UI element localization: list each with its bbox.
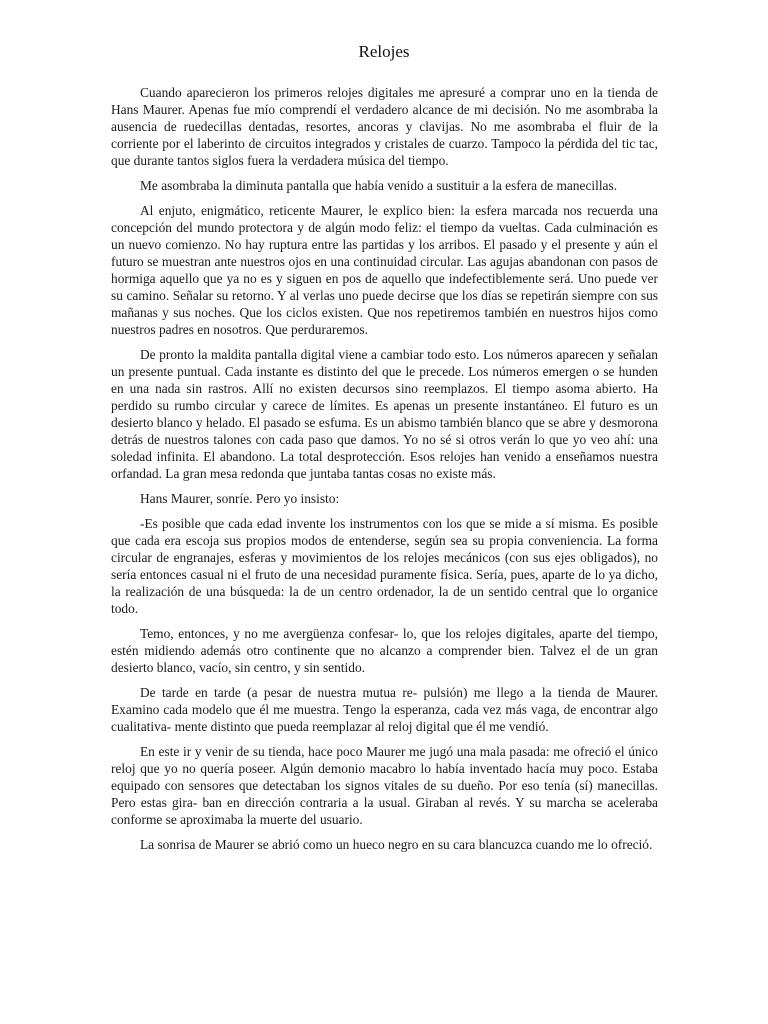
paragraph: Hans Maurer, sonríe. Pero yo insisto: <box>140 491 340 506</box>
paragraph: De tarde en tarde (a pesar de nuestra mutua re- pulsión) me llego a la tienda de Maurer. Examino cada modelo que él me muestra. Tengo la esperanza, cada vez más vaga, de encontrar algo cualitativa- mente distinto que pueda reemplazar al reloj digital que él me vendió. <box>111 685 658 734</box>
paragraph: Al enjuto, enigmático, reticente Maurer, le explico bien: la esfera marcada nos recuerda una concepción del mundo protectora y de algún modo feliz: el tiempo da vueltas. Cada culminación es un nuevo comienzo. No hay ruptura entre las partidas y los arribos. El pasado y el presente y aún el futuro se muestran ante nuestros ojos en una continuidad circular. Las agujas abandonan con pasos de hormiga aquello que ya no es y siguen en pos de aquello que indefectiblemente será. Uno puede ver su camino. Señalar su retorno. Y al verlas uno puede decirse que los días se repetirán siempre con sus mañanas y sus noches. Que los ciclos existen. Que nos repetiremos también en nuestros hijos como nuestros padres en nosotros. Que perduraremos. <box>111 203 658 337</box>
paragraph: -Es posible que cada edad invente los instrumentos con los que se mide a sí misma. Es posible que cada era escoja sus propios modos de entenderse, según sea su propia conveniencia. La forma circular de engranajes, esferas y movimientos de los relojes mecánicos (con sus ejes obligados), no sería entonces casual ni el fruto de una necesidad puramente física. Sería, pues, aparte de lo ya dicho, la realización de una búsqueda: la de un centro ordenador, la de un sentido central que lo organice todo. <box>111 516 658 616</box>
document-title: Relojes <box>358 42 410 61</box>
paragraph: La sonrisa de Maurer se abrió como un hueco negro en su cara blancuzca cuando me lo ofreció. <box>140 837 653 852</box>
paragraph: En este ir y venir de su tienda, hace poco Maurer me jugó una mala pasada: me ofreció el único reloj que yo no quería poseer. Algún demonio macabro lo había inventado hacía muy poco. Estaba equipado con sensores que detectaban los signos vitales de su dueño. Por eso tenía (sí) manecillas. Pero estas gira- ban en dirección contraria a la usual. Giraban al revés. Y su marcha se aceleraba conforme se aproximaba la muerte del usuario. <box>111 744 658 827</box>
document-body <box>111 84 658 861</box>
paragraph: Me asombraba la diminuta pantalla que había venido a sustituir a la esfera de manecillas. <box>140 178 618 193</box>
paragraph: De pronto la maldita pantalla digital viene a cambiar todo esto. Los números aparecen y señalan un presente puntual. Cada instante es distinto del que le precede. Los números emergen o se hunden en una nada sin rastros. Allí no existen decursos sino reemplazos. El tiempo asoma abierto. Ha perdido su rumbo circular y carece de límites. Es apenas un presente instantáneo. El futuro es un desierto blanco y helado. El pasado se esfuma. Es un abismo también blanco que se abre y desmorona detrás de nuestros talones con cada paso que damos. Yo no sé si otros verán lo que yo veo ahí: una soledad infinita. El abandono. La total desprotección. Esos relojes han venido a enseñamos nuestra orfandad. La gran mesa redonda que juntaba tantas cosas no existe más. <box>111 347 658 481</box>
paragraph: Temo, entonces, y no me avergüenza confesar- lo, que los relojes digitales, aparte del tiempo, estén midiendo además otro continente que no alcanzo a comprender bien. Talvez el de un gran desierto blanco, vacío, sin centro, y sin sentido. <box>111 626 658 675</box>
paragraph: Cuando aparecieron los primeros relojes digitales me apresuré a comprar uno en la tienda de Hans Maurer. Apenas fue mío comprendí el verdadero alcance de mi decisión. No me asombraba la ausencia de ruedecillas dentadas, resortes, ancoras y clavijas. No me asombraba el fluir de la corriente por el laberinto de circuitos integrados y cristales de cuarzo. Tampoco la pérdida del tic tac, que durante tantos siglos fuera la verdadera música del tiempo. <box>111 85 658 168</box>
